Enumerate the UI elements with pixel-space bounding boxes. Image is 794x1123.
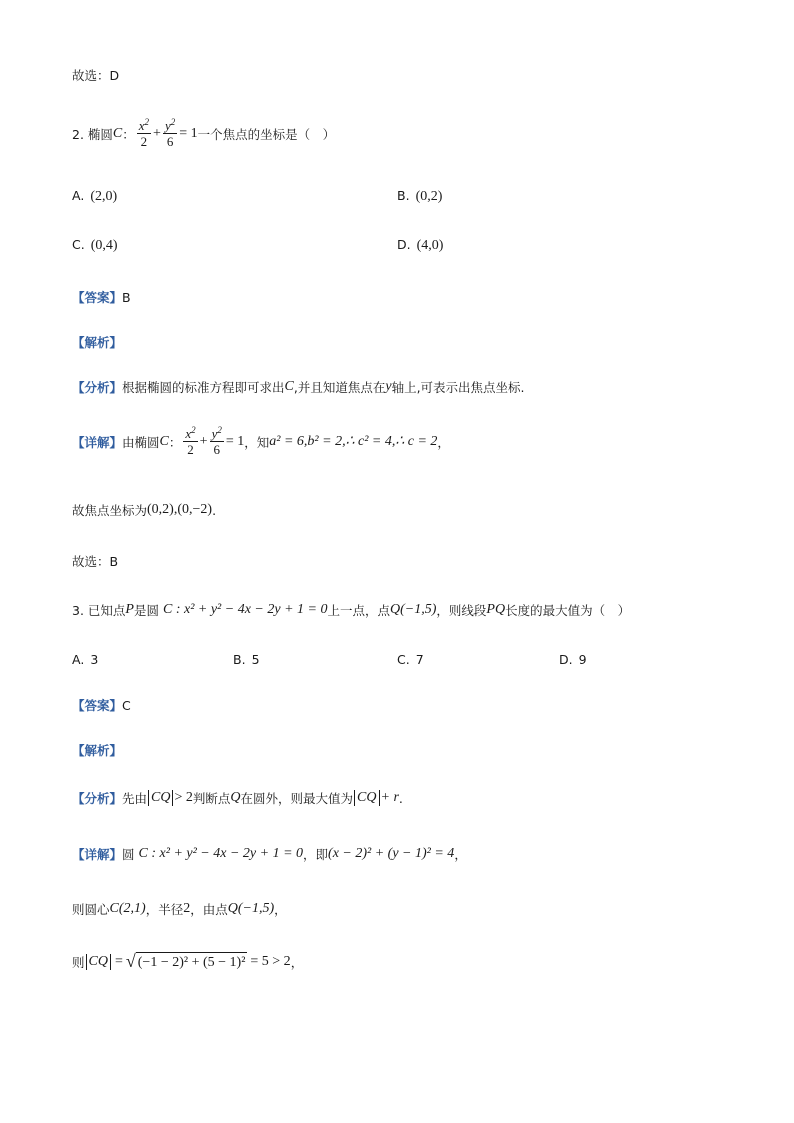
q2-stem-prefix: 2. 椭圆 <box>72 126 113 142</box>
q3-option-b: B. 5 <box>233 652 260 667</box>
q3-distance: 则 CQ = √ (−1 − 2)² + (5 − 1)² = 5 > 2 ， <box>72 951 304 971</box>
q2-detail: 【详解】 由椭圆 C ： $\frac{x^2}{2}$ + $\frac{y^2}{6}$ = 1 ，知 a² = 6,b² = 2,∴ c² = 4,∴ c = 2 ， <box>72 425 450 457</box>
q3-option-d: D. 9 <box>559 652 587 667</box>
q2-option-c: C. (0,4) <box>72 237 118 253</box>
q2-option-a: A. (2,0) <box>72 188 118 204</box>
q3-option-a: A. 3 <box>72 652 99 667</box>
q3-answer: 【答案】 C <box>72 697 131 713</box>
q2-colon: ： <box>122 126 135 142</box>
q2-option-b: B. (0,2) <box>397 188 443 204</box>
q2-fenxi: 【分析】 根据椭圆的标准方程即可求出 C ,并且知道焦点在 y 轴上,可表示出焦点坐标. <box>72 379 525 395</box>
prev-answer-text: 故选：D <box>72 68 120 83</box>
q2-answer: 【答案】 B <box>72 289 131 305</box>
q3-circle-eq: C : x² + y² − 4x − 2y + 1 = 0 <box>162 602 328 617</box>
q3-analysis-heading: 【解析】 <box>72 743 123 758</box>
q3-detail: 【详解】 圆 C : x² + y² − 4x − 2y + 1 = 0 ，即 (x − 2)² + (y − 1)² = 4 ， <box>72 846 467 862</box>
q2-fraction-x: $\frac{x^2}{2}$ <box>138 117 150 149</box>
q3-sqrt: √ (−1 − 2)² + (5 − 1)² <box>125 951 246 971</box>
q2-detail-known: a² = 6,b² = 2,∴ c² = 4,∴ c = 2 <box>269 434 438 449</box>
prev-answer-line <box>72 66 119 84</box>
q2-detail-fraction-x: $\frac{x^2}{2}$ <box>185 425 196 457</box>
q2-stem: 2. 椭圆 C ： $\frac{x^2}{2}$ + $\frac{y^2}{6}$ = 1 一个焦点的坐标是（ ） <box>72 117 336 149</box>
q3-option-c: C. 7 <box>397 652 424 667</box>
q2-choose: 故选：B <box>72 554 119 569</box>
q2-fraction-y: $\frac{y^2}{6}$ <box>164 117 176 149</box>
q2-focus: 故焦点坐标为 (0,2),(0,−2) . <box>72 502 217 518</box>
q3-center: 则圆心 C(2,1) ，半径 2 ，由点 Q(−1,5) ， <box>72 901 287 917</box>
q2-var-c: C <box>112 125 123 141</box>
q2-analysis-heading: 【解析】 <box>72 335 123 350</box>
q2-stem-suffix: 一个焦点的坐标是（ ） <box>197 126 336 142</box>
q2-eq-one: = 1 <box>179 125 198 141</box>
q2-focus-value: (0,2),(0,−2) <box>147 502 213 517</box>
q3-fenxi: 【分析】 先由 CQ > 2 判断点 Q 在圆外，则最大值为 CQ + r . <box>72 790 403 806</box>
q2-detail-fraction-y: $\frac{y^2}{6}$ <box>211 425 222 457</box>
q3-stem: 3. 已知点 P 是圆 C : x² + y² − 4x − 2y + 1 = 0 上一点，点 Q(−1,5) ，则线段 PQ 长度的最大值为（ ） <box>72 602 631 618</box>
q2-option-d: D. (4,0) <box>397 237 444 253</box>
